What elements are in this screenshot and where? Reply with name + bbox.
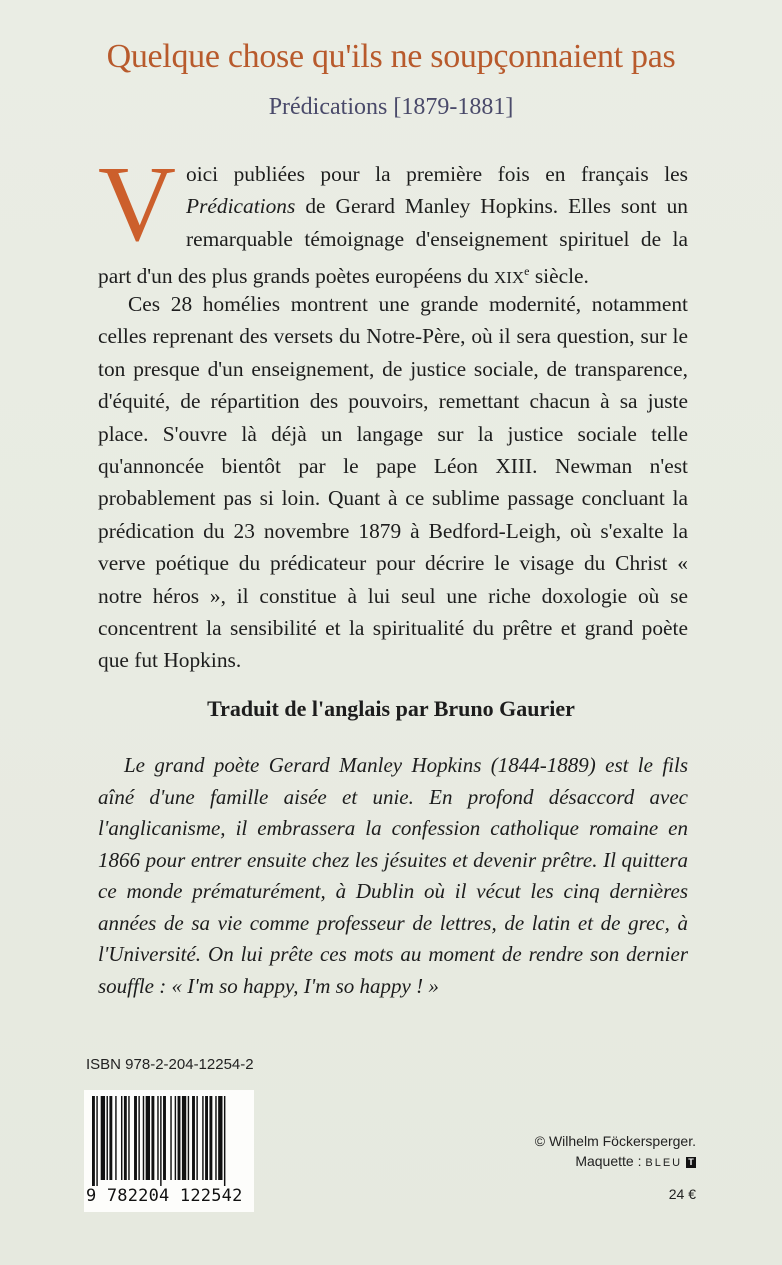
- book-title: Quelque chose qu'ils ne soupçonnaient pas: [106, 38, 676, 75]
- book-subtitle: Prédications [1879-1881]: [268, 94, 514, 120]
- barcode-bar: [182, 1096, 186, 1180]
- barcode-bar: [109, 1096, 112, 1180]
- barcode-bar: [124, 1096, 127, 1180]
- barcode-bars: [92, 1096, 246, 1188]
- layout-credit-label: Maquette :: [575, 1153, 642, 1169]
- century-numeral: XIX: [493, 268, 525, 288]
- barcode-number: 9 782204 122542: [86, 1186, 252, 1206]
- brand-logo-mark: T: [686, 1157, 696, 1168]
- barcode-bar: [121, 1096, 122, 1180]
- barcode-bar: [192, 1096, 195, 1180]
- barcode-bar: [188, 1096, 189, 1180]
- intro-text-a: oici publiées pour la première fois en français les: [186, 162, 688, 186]
- century-superscript: e: [524, 264, 530, 279]
- barcode-bar: [160, 1096, 161, 1188]
- barcode-bar: [128, 1096, 129, 1180]
- barcode-bar: [96, 1096, 97, 1188]
- barcode-bar: [215, 1096, 216, 1180]
- barcode-bar: [202, 1096, 203, 1180]
- barcode-bar: [163, 1096, 166, 1180]
- photo-credit: © Wilhelm Föckersperger.: [534, 1133, 696, 1149]
- barcode-bar: [178, 1096, 181, 1180]
- barcode-bar: [196, 1096, 197, 1180]
- barcode-bar: [218, 1096, 222, 1180]
- barcode-bar: [92, 1096, 95, 1188]
- intro-paragraph: [98, 145, 688, 295]
- barcode-bar: [170, 1096, 171, 1180]
- intro-italic-title: Prédications: [186, 194, 296, 219]
- drop-cap: V: [98, 145, 176, 264]
- translator-credit: Traduit de l'anglais par Bruno Gaurier: [207, 696, 575, 721]
- barcode-bar: [134, 1096, 137, 1180]
- credits: [535, 1131, 696, 1173]
- barcode-bar: [138, 1096, 139, 1180]
- barcode-bar: [151, 1096, 154, 1180]
- barcode-bar: [143, 1096, 144, 1180]
- barcode-bar: [115, 1096, 116, 1180]
- barcode-bar: [209, 1096, 212, 1180]
- barcode-bar: [146, 1096, 150, 1180]
- author-biography: Le grand poète Gerard Manley Hopkins (1844-1889) est le fils aîné d'une famille aisée et unie. En profond désaccord avec l'anglicanisme, il embrassera la confession catholique romaine en 1866 pour entrer ensuite chez les jésuites et devenir prêtre. Il quittera ce monde prématurément, à Dublin où il vécut les cinq dernières années de sa vie comme professeur de lettres, de latin et de grec, à l'Université. On lui prête ces mots au moment de rendre son dernier souffle : « I'm so happy, I'm so happy ! »: [98, 753, 688, 998]
- barcode-bar: [107, 1096, 108, 1180]
- barcode-bar: [157, 1096, 158, 1180]
- homilies-paragraph: Ces 28 homélies montrent une grande modernité, notamment celles reprenant des versets du Notre-Père, où il sera question, sur le ton presque d'un enseignement, de justice sociale, de transparence, d'équité, de répartition des pouvoirs, remettant chacun à sa juste place. S'ouvre là déjà un langage sur la justice sociale telle qu'annoncée bientôt par le pape Léon XIII. Newman n'est probablement pas si loin. Quant à ce sublime passage concluant la prédication du 23 novembre 1879 à Bedford-Leigh, où s'exalte la verve poétique du prédicateur pour décrire le visage du Christ « notre héros », il constitue à lui seul une riche doxologie où se concentrent la sensibilité et la spiritualité du prêtre et grand poète que fut Hopkins.: [98, 292, 688, 673]
- intro-text-c: siècle.: [529, 264, 589, 289]
- intro-text-b: de Gerard Manley Hopkins. Elles sont un remarquable témoignage d'enseignement spirituel de la part d'un des plus grands poètes européens du: [98, 194, 688, 289]
- layout-credit-brand: BLEU: [645, 1157, 683, 1169]
- barcode-bar: [101, 1096, 105, 1180]
- isbn-label: ISBN 978-2-204-12254-2: [86, 1056, 254, 1073]
- layout-credit: [535, 1151, 696, 1173]
- barcode-bar: [224, 1096, 225, 1188]
- barcode-bar: [175, 1096, 176, 1180]
- barcode-bar: [205, 1096, 208, 1180]
- price: 24 €: [668, 1186, 696, 1202]
